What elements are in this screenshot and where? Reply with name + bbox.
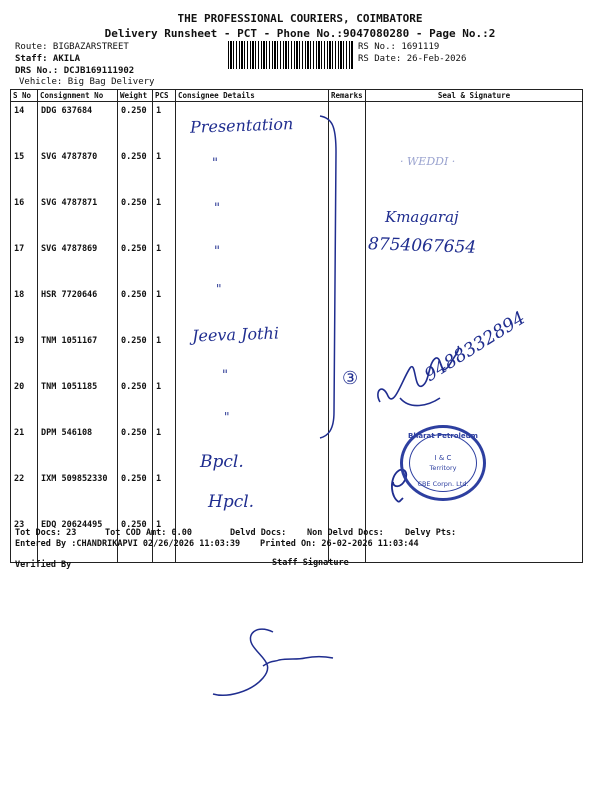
cell-consignee bbox=[176, 148, 329, 194]
stamp-arc-text: Bharat Petroleum bbox=[408, 432, 478, 440]
cell-weight: 0.250 bbox=[118, 332, 153, 378]
cell-seal bbox=[366, 286, 583, 332]
cell-sno: 20 bbox=[11, 378, 38, 424]
col-seal: Seal & Signature bbox=[366, 90, 583, 102]
handwriting-presentation: Presentation bbox=[189, 114, 294, 137]
cell-consignee bbox=[176, 424, 329, 470]
vehicle-label: Vehicle: Big Bag Delivery bbox=[19, 77, 155, 87]
table-row bbox=[11, 378, 583, 424]
cell-pcs: 1 bbox=[153, 424, 176, 470]
cell-weight: 0.250 bbox=[118, 286, 153, 332]
cell-sno: 21 bbox=[11, 424, 38, 470]
handwriting-ditto: " bbox=[222, 368, 228, 383]
cell-weight: 0.250 bbox=[118, 516, 153, 563]
cell-pcs: 1 bbox=[153, 470, 176, 516]
col-pcs: PCS bbox=[153, 90, 176, 102]
cell-consignment: SVG 4787871 bbox=[38, 194, 118, 240]
handwriting-jeeva-jothi: Jeeva Jothi bbox=[191, 323, 280, 346]
cell-sno: 22 bbox=[11, 470, 38, 516]
cell-consignment: SVG 4787869 bbox=[38, 240, 118, 286]
non-delivered-docs: Non Delvd Docs: bbox=[307, 528, 384, 538]
cell-pcs: 1 bbox=[153, 516, 176, 563]
cell-pcs: 1 bbox=[153, 332, 176, 378]
delivery-points: Delvy Pts: bbox=[405, 528, 457, 538]
cell-seal bbox=[366, 148, 583, 194]
printed-on: Printed On: 26-02-2026 11:03:44 bbox=[260, 539, 419, 549]
cell-consignee bbox=[176, 378, 329, 424]
cell-pcs: 1 bbox=[153, 148, 176, 194]
col-sno: S No bbox=[11, 90, 38, 102]
total-cod: Tot COD Amt: 0.00 bbox=[105, 528, 192, 538]
cell-consignment: EDQ 20624495 bbox=[38, 516, 118, 563]
handwriting-ditto: " bbox=[214, 244, 220, 259]
stamp-line: I & C bbox=[434, 454, 452, 462]
company-seal-stamp bbox=[400, 425, 486, 501]
runsheet-subtitle: Delivery Runsheet - PCT - Phone No.:9047080280 - Page No.:2 bbox=[104, 27, 496, 40]
cell-weight: 0.250 bbox=[118, 424, 153, 470]
verified-by: Verified By bbox=[15, 560, 72, 570]
cell-consignment: TNM 1051167 bbox=[38, 332, 118, 378]
col-consignment: Consignment No bbox=[38, 90, 118, 102]
handwritten-signature bbox=[370, 340, 465, 425]
cell-sno: 17 bbox=[11, 240, 38, 286]
cell-weight: 0.250 bbox=[118, 194, 153, 240]
handwriting-bpcl: Bpcl. bbox=[200, 452, 244, 472]
rs-date: RS Date: 26-Feb-2026 bbox=[358, 54, 467, 64]
delivered-docs: Delvd Docs: bbox=[230, 528, 287, 538]
cell-pcs: 1 bbox=[153, 378, 176, 424]
cell-weight: 0.250 bbox=[118, 240, 153, 286]
handwriting-ditto: " bbox=[224, 410, 230, 424]
table-header-row bbox=[11, 90, 583, 102]
cell-consignee bbox=[176, 240, 329, 286]
cell-weight: 0.250 bbox=[118, 378, 153, 424]
cell-consignment: TNM 1051185 bbox=[38, 378, 118, 424]
barcode bbox=[228, 41, 353, 69]
cell-consignment: DPM 546108 bbox=[38, 424, 118, 470]
col-consignee: Consignee Details bbox=[176, 90, 329, 102]
staff-signature-label: Staff Signature bbox=[272, 558, 349, 568]
cell-consignee bbox=[176, 194, 329, 240]
stamp-line: CBE Corpn. Ltd. bbox=[417, 480, 469, 488]
cell-remarks bbox=[329, 470, 366, 516]
cell-weight: 0.250 bbox=[118, 148, 153, 194]
staff-signature bbox=[205, 620, 345, 710]
handwriting-phone: 9488332894 bbox=[420, 307, 530, 386]
table-row bbox=[11, 102, 583, 149]
cell-pcs: 1 bbox=[153, 102, 176, 149]
handwriting-phone: 8754067654 bbox=[367, 234, 477, 258]
route-label: Route: BIGBAZARSTREET bbox=[15, 42, 129, 52]
cell-pcs: 1 bbox=[153, 194, 176, 240]
cell-seal bbox=[366, 102, 583, 149]
table-row bbox=[11, 470, 583, 516]
col-weight: Weight bbox=[118, 90, 153, 102]
cell-consignment: SVG 4787870 bbox=[38, 148, 118, 194]
entered-by: Entered By :CHANDRIKAPVI 02/26/2026 11:03:39 bbox=[15, 539, 241, 549]
company-title: THE PROFESSIONAL COURIERS, COIMBATORE bbox=[177, 12, 423, 25]
table-row bbox=[11, 194, 583, 240]
col-remarks: Remarks bbox=[329, 90, 366, 102]
handwriting-hpcl: Hpcl. bbox=[208, 492, 255, 512]
handwriting-ditto: " bbox=[216, 282, 222, 296]
table-row bbox=[11, 240, 583, 286]
cell-sno: 14 bbox=[11, 102, 38, 149]
handwriting-ditto: " bbox=[212, 156, 218, 171]
cell-consignment: IXM 509852330 bbox=[38, 470, 118, 516]
handwriting-name: Kmagaraj bbox=[385, 208, 459, 226]
handwriting-ditto: " bbox=[214, 201, 220, 216]
faint-stamp-text: · WEDDI · bbox=[400, 155, 456, 168]
cell-sno: 18 bbox=[11, 286, 38, 332]
total-docs: Tot Docs: 23 bbox=[15, 528, 77, 538]
table-row bbox=[11, 148, 583, 194]
cell-weight: 0.250 bbox=[118, 102, 153, 149]
cell-consignment: HSR 7720646 bbox=[38, 286, 118, 332]
stamp-line: Territory bbox=[429, 464, 457, 472]
cell-sno: 15 bbox=[11, 148, 38, 194]
staff-label: Staff: AKILA bbox=[15, 54, 81, 64]
cell-weight: 0.250 bbox=[118, 470, 153, 516]
circled-mark: ③ bbox=[342, 368, 359, 389]
bracket-mark bbox=[318, 112, 348, 442]
cell-consignment: DDG 637684 bbox=[38, 102, 118, 149]
cell-pcs: 1 bbox=[153, 286, 176, 332]
cell-pcs: 1 bbox=[153, 240, 176, 286]
cell-sno: 23 bbox=[11, 516, 38, 563]
cell-sno: 16 bbox=[11, 194, 38, 240]
rs-number: RS No.: 1691119 bbox=[358, 42, 440, 52]
drs-label: DRS No.: DCJB169111902 bbox=[15, 66, 135, 76]
cell-sno: 19 bbox=[11, 332, 38, 378]
table-row bbox=[11, 424, 583, 470]
